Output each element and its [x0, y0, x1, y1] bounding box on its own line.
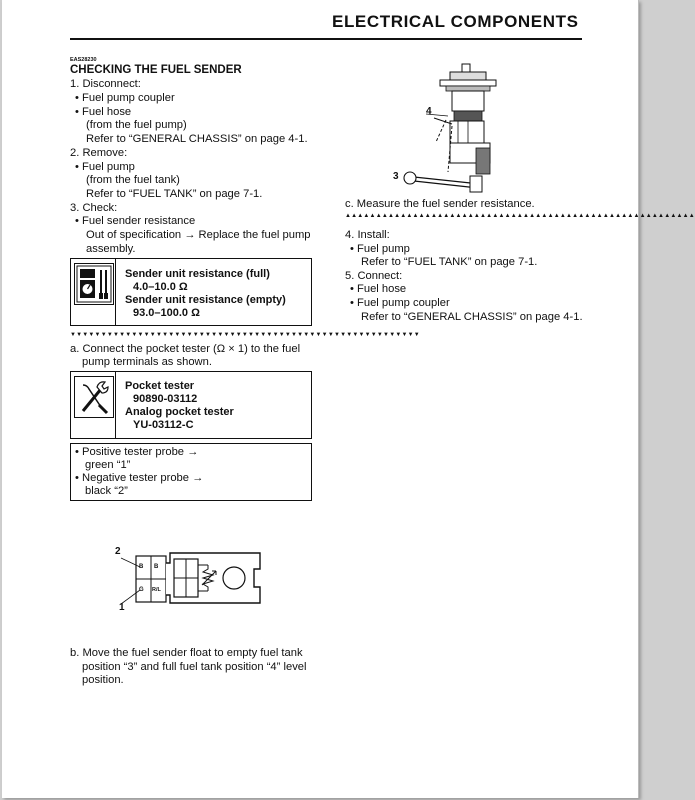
- callout-4: 4: [426, 106, 432, 117]
- box-divider: [115, 372, 116, 438]
- list-item: • Fuel hose: [75, 106, 132, 118]
- tool-box: [70, 371, 312, 439]
- callout-3: 3: [393, 171, 399, 182]
- spec-full-label: Sender unit resistance (full): [125, 268, 270, 280]
- step-4-heading: 4. Install:: [345, 229, 390, 241]
- step-b-text: b. Move the fuel sender float to empty fuel tank: [70, 647, 303, 659]
- step-1-heading: 1. Disconnect:: [70, 78, 141, 90]
- list-item: • Fuel pump coupler: [75, 92, 175, 104]
- wrench-icon: [74, 376, 114, 418]
- tool-name: Analog pocket tester: [125, 406, 234, 418]
- probe-item: black “2”: [85, 485, 128, 497]
- pin-label: B: [154, 564, 159, 570]
- probe-item: green “1”: [85, 459, 131, 471]
- reference-text: Refer to “GENERAL CHASSIS” on page 4-1.: [86, 133, 308, 145]
- tester-icon: [74, 263, 114, 305]
- fuel-pump-diagram: [392, 62, 502, 197]
- connector-diagram: [110, 543, 270, 623]
- list-item: • Fuel pump coupler: [350, 297, 450, 309]
- list-note: (from the fuel tank): [86, 174, 180, 186]
- pin-label: B: [139, 564, 144, 570]
- page-header-title: ELECTRICAL COMPONENTS: [332, 12, 579, 31]
- instruction-text: Out of specification → Replace the fuel pump: [86, 229, 311, 241]
- step-3-heading: 3. Check:: [70, 202, 118, 214]
- probe-item: • Positive tester probe →: [75, 446, 199, 458]
- step-c-text: c. Measure the fuel sender resistance.: [345, 198, 535, 210]
- box-divider: [115, 259, 116, 325]
- list-item: • Fuel hose: [350, 283, 407, 295]
- callout-2: 2: [115, 546, 121, 557]
- step-b-text: position “3” and full fuel tank position “4” level: [82, 661, 307, 673]
- reference-text: Refer to “GENERAL CHASSIS” on page 4-1.: [361, 311, 583, 323]
- list-note: (from the fuel pump): [86, 119, 187, 131]
- reference-text: Refer to “FUEL TANK” on page 7-1.: [86, 188, 263, 200]
- tool-number: YU-03112-C: [133, 419, 194, 431]
- tool-number: 90890-03112: [133, 393, 198, 405]
- reference-text: Refer to “FUEL TANK” on page 7-1.: [361, 256, 538, 268]
- probe-item: • Negative tester probe →: [75, 472, 204, 484]
- header-rule: [70, 38, 582, 40]
- section-code: EAS28230: [70, 57, 97, 63]
- list-item: • Fuel sender resistance: [75, 215, 196, 227]
- spec-empty-label: Sender unit resistance (empty): [125, 294, 286, 306]
- procedure-start-marker: ▼▼▼▼▼▼▼▼▼▼▼▼▼▼▼▼▼▼▼▼▼▼▼▼▼▼▼▼▼▼▼▼▼▼▼▼▼▼▼▼▼▼▼▼▼▼▼▼▼▼▼▼▼▼▼▼▼: [70, 332, 420, 338]
- spec-empty-value: 93.0–100.0 Ω: [133, 307, 200, 319]
- section-title: CHECKING THE FUEL SENDER: [70, 64, 242, 76]
- pin-label: G: [139, 587, 144, 593]
- probe-box: [70, 443, 312, 501]
- manual-page: [2, 0, 695, 798]
- step-a-text: a. Connect the pocket tester (Ω × 1) to the fuel: [70, 343, 301, 355]
- list-item: • Fuel pump: [75, 161, 135, 173]
- step-5-heading: 5. Connect:: [345, 270, 403, 282]
- procedure-end-marker: ▲▲▲▲▲▲▲▲▲▲▲▲▲▲▲▲▲▲▲▲▲▲▲▲▲▲▲▲▲▲▲▲▲▲▲▲▲▲▲▲▲▲▲▲▲▲▲▲▲▲▲▲▲▲▲▲▲: [345, 213, 695, 219]
- step-a-text: pump terminals as shown.: [82, 356, 212, 368]
- pin-label: R/L: [152, 587, 161, 593]
- spec-full-value: 4.0–10.0 Ω: [133, 281, 188, 293]
- spec-box: [70, 258, 312, 326]
- step-2-heading: 2. Remove:: [70, 147, 128, 159]
- instruction-text: assembly.: [86, 243, 136, 255]
- callout-1: 1: [119, 602, 125, 613]
- step-b-text: position.: [82, 674, 124, 686]
- tool-name: Pocket tester: [125, 380, 195, 392]
- list-item: • Fuel pump: [350, 243, 410, 255]
